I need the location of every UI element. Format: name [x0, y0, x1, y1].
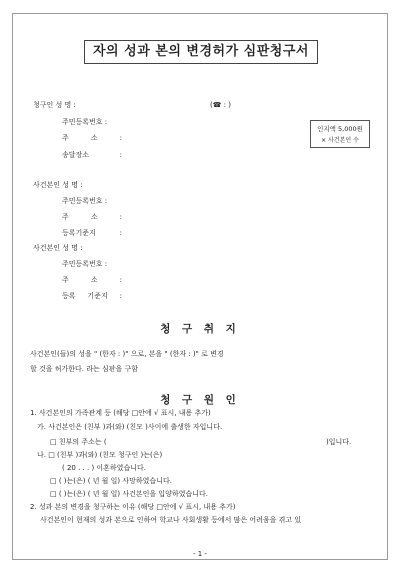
- stamp-multiplier: × 사건본인 수: [321, 137, 359, 144]
- subject2-registry-label: 등록 기준지 :: [62, 292, 122, 300]
- cause-line: 1. 사건본인의 가족관계 등 (해당 □안에 √ 표시, 내용 추가): [30, 409, 211, 417]
- stamp-fee: 인지액 5,000원: [317, 125, 363, 133]
- cause-line: ( 20 . . . ) 이혼하였습니다.: [62, 464, 146, 472]
- cause-line: 나. □ (친부 )과(와) (친모 청구인 )는(은): [37, 451, 163, 459]
- claimant-address-label: 주 소 :: [62, 134, 122, 142]
- claimant-name-label: 청구인 성 명 :: [33, 101, 76, 109]
- subject2-name-label: 사건본인 성 명 :: [33, 244, 83, 252]
- purpose-heading: 청 구 취 지: [160, 323, 240, 335]
- subject1-registry-label: 등록기준지 :: [62, 229, 122, 237]
- cause-line: 2. 성과 본의 변경을 청구하는 이유 (해당 □안에 √ 표시, 내용 추가): [30, 503, 236, 511]
- cause-line: )입니다.: [326, 438, 352, 446]
- cause-line: □ 친부의 주소는 (: [50, 438, 107, 446]
- claimant-rrn-label: 주민등록번호 :: [62, 118, 108, 126]
- revenue-stamp-box: [310, 120, 370, 148]
- subject2-rrn-label: 주민등록번호 :: [62, 260, 108, 268]
- cause-line: 가. 사건본인은 (친부 )과(와) (친모 )사이에 출생한 자입니다.: [37, 423, 223, 431]
- claimant-delivery-label: 송달장소 :: [62, 151, 122, 159]
- page-number: - 1 -: [193, 550, 207, 558]
- subject1-address-label: 주 소 :: [62, 213, 122, 221]
- purpose-line-1: 사건본인(들)의 성을 " (한자 : )" 으로, 본을 " (한자 : )" 로 변경: [30, 350, 224, 358]
- cause-line: □ ( )는(은) ( 년 월 일) 사건본인을 입양하였습니다.: [50, 490, 208, 498]
- subject1-name-label: 사건본인 성 명 :: [33, 181, 83, 189]
- cause-line: 사건본인이 현재의 성과 본으로 인하여 학교나 사회생활 등에서 많은 어려움을 겪고 있: [40, 516, 302, 524]
- claimant-phone: (☎ : ): [210, 101, 231, 109]
- cause-heading: 청 구 원 인: [160, 394, 240, 406]
- document-title: 자의 성과 본의 변경허가 심판청구서: [84, 40, 318, 64]
- purpose-line-2: 할 것을 허가한다. 라는 심판을 구함: [30, 365, 139, 373]
- subject2-address-label: 주 소 :: [62, 276, 122, 284]
- subject1-rrn-label: 주민등록번호 :: [62, 197, 108, 205]
- cause-line: □ ( )는(은) ( 년 월 일) 사망하였습니다.: [50, 477, 172, 485]
